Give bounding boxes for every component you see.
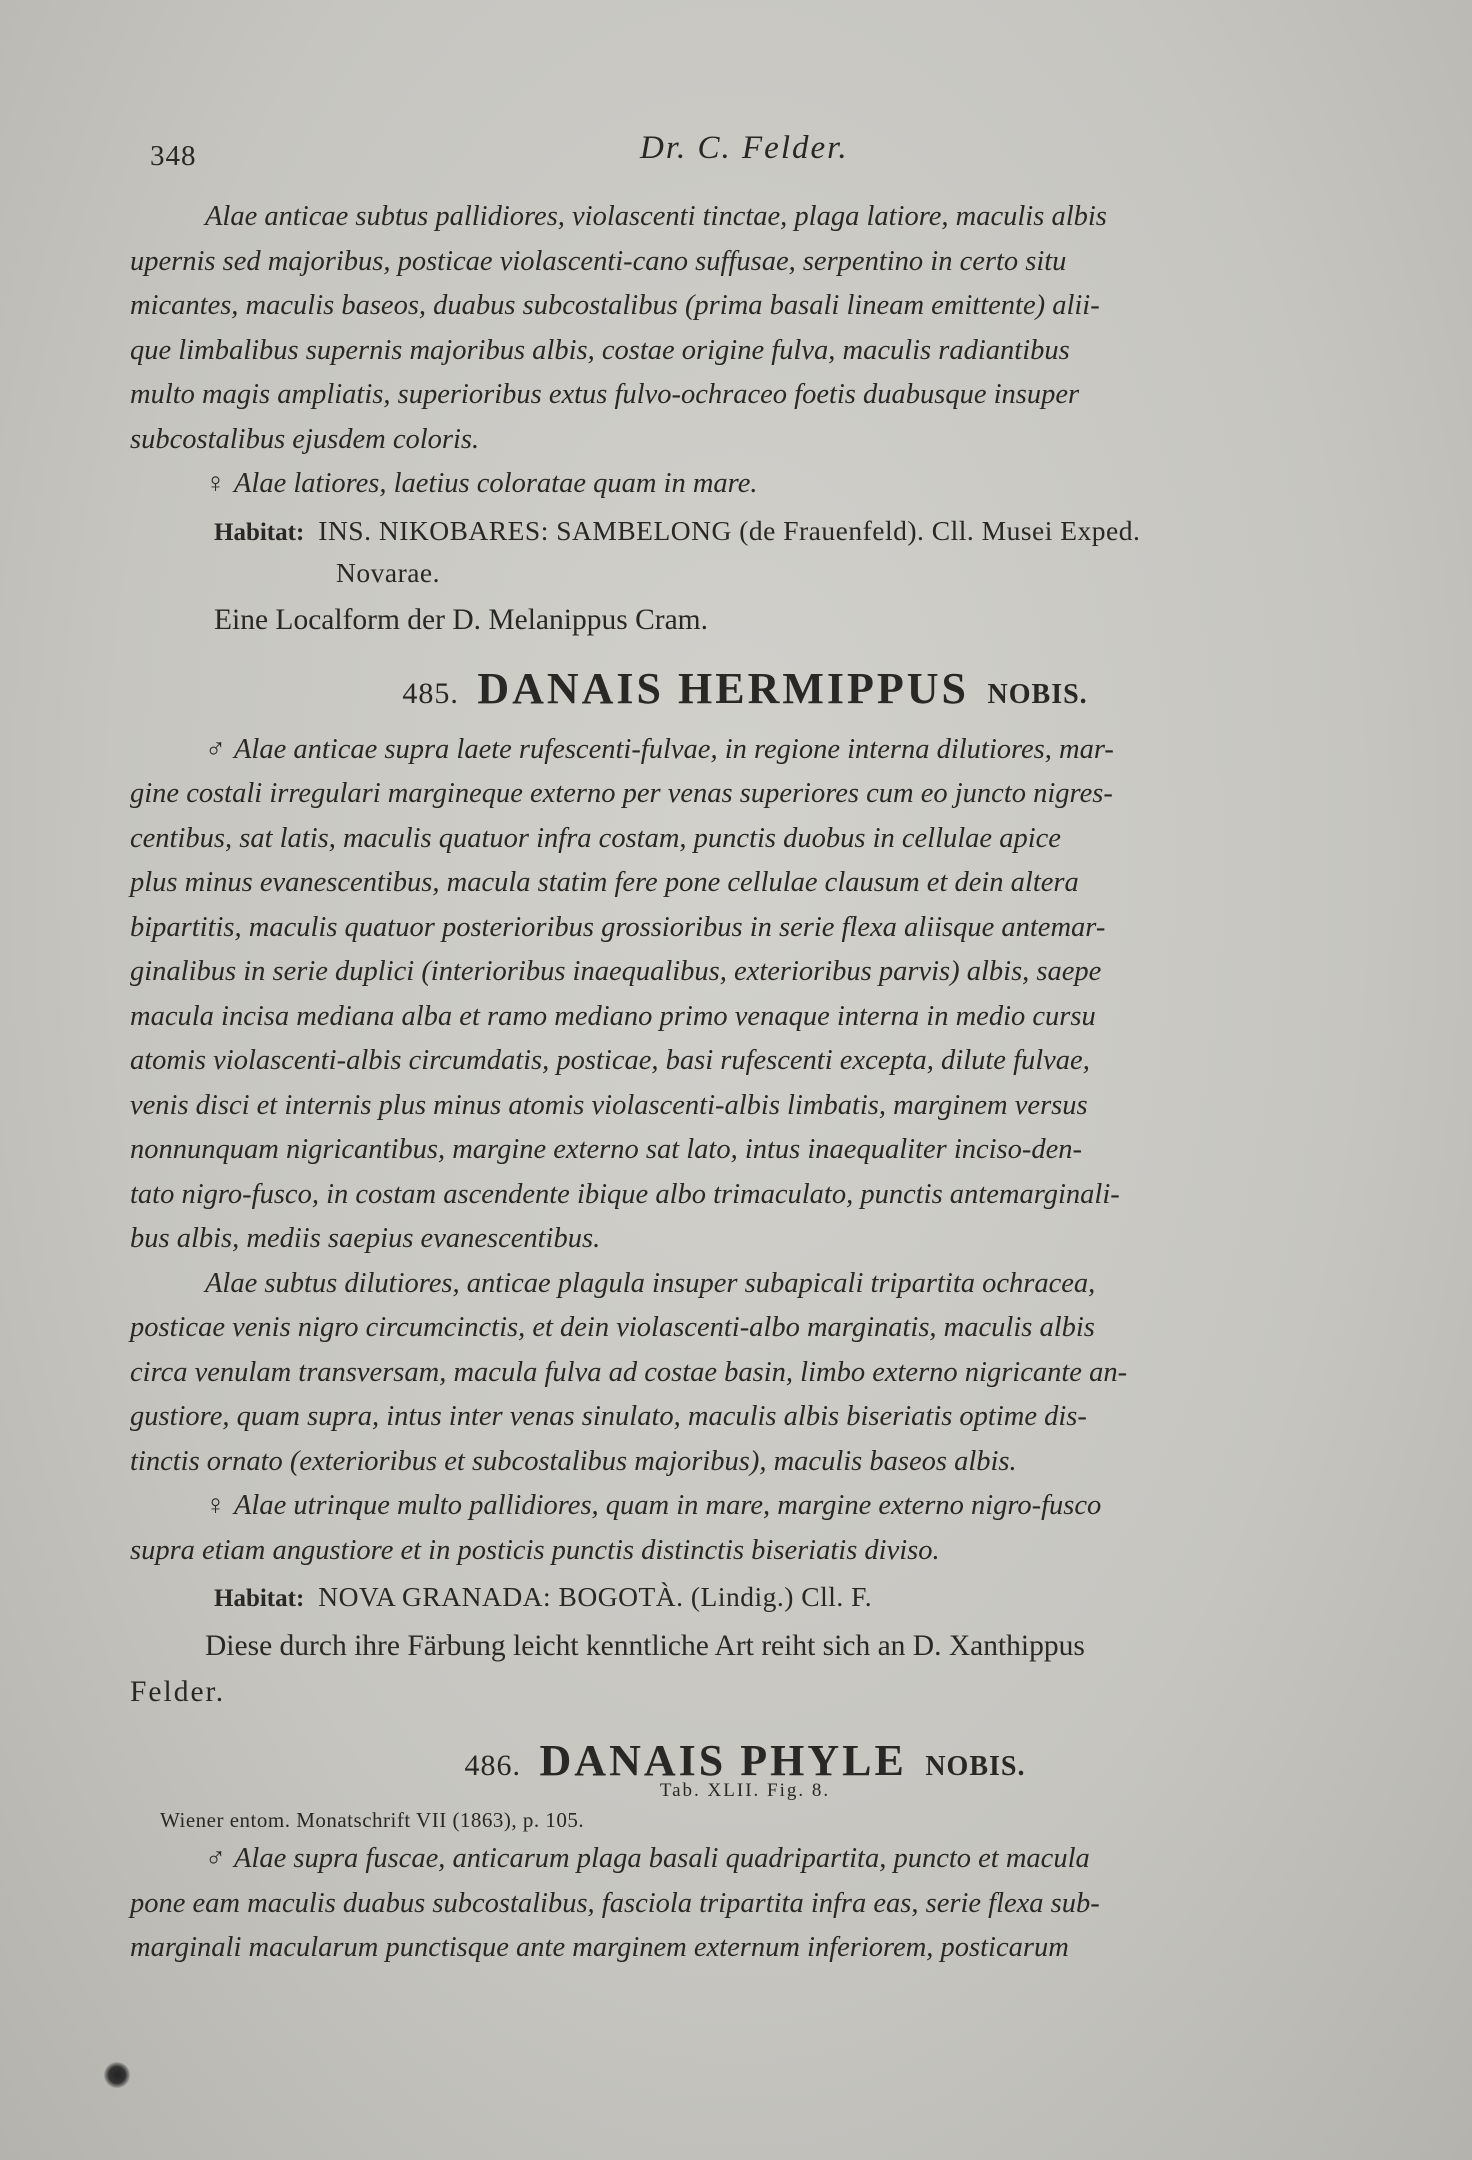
text-line: bus albis, mediis saepius evanescentibus. <box>130 1223 601 1254</box>
intro-paragraph <box>130 195 1360 462</box>
male-paragraph-486 <box>130 1837 1360 1971</box>
text-line: circa venulam transversam, macula fulva ad costae basin, limbo externo nigricante an- <box>130 1356 1128 1388</box>
text-line: upernis sed majoribus, posticae violascenti-cano suffusae, serpentino in certo situ <box>130 245 1067 277</box>
text-line: Diese durch ihre Färbung leicht kenntliche Art reiht sich an D. Xanthippus <box>205 1630 1085 1662</box>
text-line: supra etiam angustiore et in posticis punctis distinctis biseriatis diviso. <box>130 1534 940 1566</box>
running-title: Dr. C. Felder. <box>640 130 849 166</box>
text-line: Alae utrinque multo pallidiores, quam in mare, margine externo nigro-fusco <box>234 1490 1102 1521</box>
subtus-paragraph-485 <box>130 1262 1360 1485</box>
habitat-text: NOVA GRANADA: BOGOTÀ. (Lindig.) Cll. F. <box>318 1581 873 1612</box>
text-line: Alae latiores, laetius coloratae quam in mare. <box>234 468 758 499</box>
habitat-label: Habitat: <box>214 1585 305 1612</box>
text-line: Alae anticae supra laete rufescenti-fulvae, in regione interna dilutiores, mar- <box>234 733 1114 765</box>
text-line: atomis violascenti-albis circumdatis, posticae, basi rufescenti excepta, dilute fulvae, <box>130 1045 1090 1076</box>
page-header <box>150 130 1350 180</box>
ink-smudge <box>104 2062 130 2088</box>
text-line: bipartitis, maculis quatuor posterioribus grossioribus in serie flexa aliisque antemar- <box>130 911 1106 943</box>
text-line: ginalibus in serie duplici (interioribus inaequalibus, exterioribus parvis) albis, saepe <box>130 956 1102 987</box>
species-heading-485 <box>130 663 1360 714</box>
female-paragraph-1 <box>130 462 1360 507</box>
text-line: gustiore, quam supra, intus inter venas sinulato, maculis albis biseriatis optime dis- <box>130 1401 1087 1432</box>
habitat-1 <box>214 511 1360 593</box>
species-name: DANAIS PHYLE <box>539 1736 907 1785</box>
literature-reference: Wiener entom. Monatschrift VII (1863), p. 105. <box>160 1808 585 1832</box>
text-line: gine costali irregulari margineque externo per venas superiores cum eo juncto nigres- <box>130 778 1113 809</box>
text-line: que limbalibus supernis majoribus albis, costae origine fulva, maculis radiantibus <box>130 334 1070 366</box>
german-note-1 <box>130 597 1360 643</box>
text-line: tinctis ornato (exterioribus et subcostalibus majoribus), maculis baseos albis. <box>130 1445 1017 1477</box>
text-line: marginali macularum punctisque ante marginem externum inferiorem, posticarum <box>130 1932 1069 1963</box>
text-line: Eine Localform der D. Melanippus Cram. <box>214 603 708 636</box>
female-symbol: ♀ <box>205 468 226 499</box>
male-symbol: ♂ <box>205 1843 226 1874</box>
text-line: Alae supra fuscae, anticarum plaga basali quadripartita, puncto et macula <box>234 1843 1090 1874</box>
species-name: DANAIS HERMIPPUS <box>477 663 970 713</box>
text-line: Alae subtus dilutiores, anticae plagula insuper subapicali tripartita ochracea, <box>205 1267 1096 1299</box>
plate-reference: Tab. XLII. Fig. 8. <box>659 1780 831 1801</box>
text-line: multo magis ampliatis, superioribus extus fulvo-ochraceo foetis duabusque insuper <box>130 379 1080 410</box>
text-line: venis disci et internis plus minus atomis violascenti-albis limbatis, marginem versus <box>130 1089 1088 1121</box>
female-paragraph-485 <box>130 1484 1360 1573</box>
text-line: tato nigro-fusco, in costam ascendente ibique albo trimaculato, punctis antemarginali- <box>130 1178 1120 1210</box>
habitat-485 <box>214 1577 1360 1619</box>
text-line: Felder. <box>130 1676 226 1708</box>
text-line: nonnunquam nigricantibus, margine externo sat lato, intus inaequaliter inciso-den- <box>130 1134 1083 1165</box>
male-paragraph-485 <box>130 728 1360 1262</box>
page-number: 348 <box>150 140 197 172</box>
species-author: NOBIS. <box>925 1751 1026 1782</box>
habitat-text: INS. NIKOBARES: SAMBELONG (de Frauenfeld). Cll. Musei Exped. <box>318 514 1141 546</box>
text-line: pone eam maculis duabus subcostalibus, fasciola tripartita infra eas, serie flexa sub- <box>130 1887 1100 1919</box>
female-symbol: ♀ <box>205 1490 226 1521</box>
species-number: 486. <box>464 1749 522 1782</box>
german-note-485 <box>130 1623 1360 1715</box>
text-line: plus minus evanescentibus, macula statim fere pone cellulae clausum et dein altera <box>130 867 1079 898</box>
habitat-continuation: Novarae. <box>336 556 441 588</box>
habitat-label: Habitat: <box>214 518 305 546</box>
text-line: Alae anticae subtus pallidiores, violascenti tinctae, plaga latiore, maculis albis <box>205 201 1107 232</box>
male-symbol: ♂ <box>205 733 226 765</box>
text-line: centibus, sat latis, maculis quatuor infra costam, punctis duobus in cellulae apice <box>130 822 1061 854</box>
species-author: NOBIS. <box>987 678 1088 710</box>
text-line: macula incisa mediana alba et ramo mediano primo venaque interna in medio cursu <box>130 1000 1096 1032</box>
species-number: 485. <box>402 676 459 710</box>
page-content <box>130 195 1360 1971</box>
text-line: posticae venis nigro circumcinctis, et dein violascenti-albo marginatis, maculis albis <box>130 1312 1095 1343</box>
text-line: micantes, maculis baseos, duabus subcostalibus (prima basali lineam emittente) alii- <box>130 290 1100 321</box>
text-line: subcostalibus ejusdem coloris. <box>130 423 480 455</box>
species-heading-486 <box>130 1735 1360 1786</box>
